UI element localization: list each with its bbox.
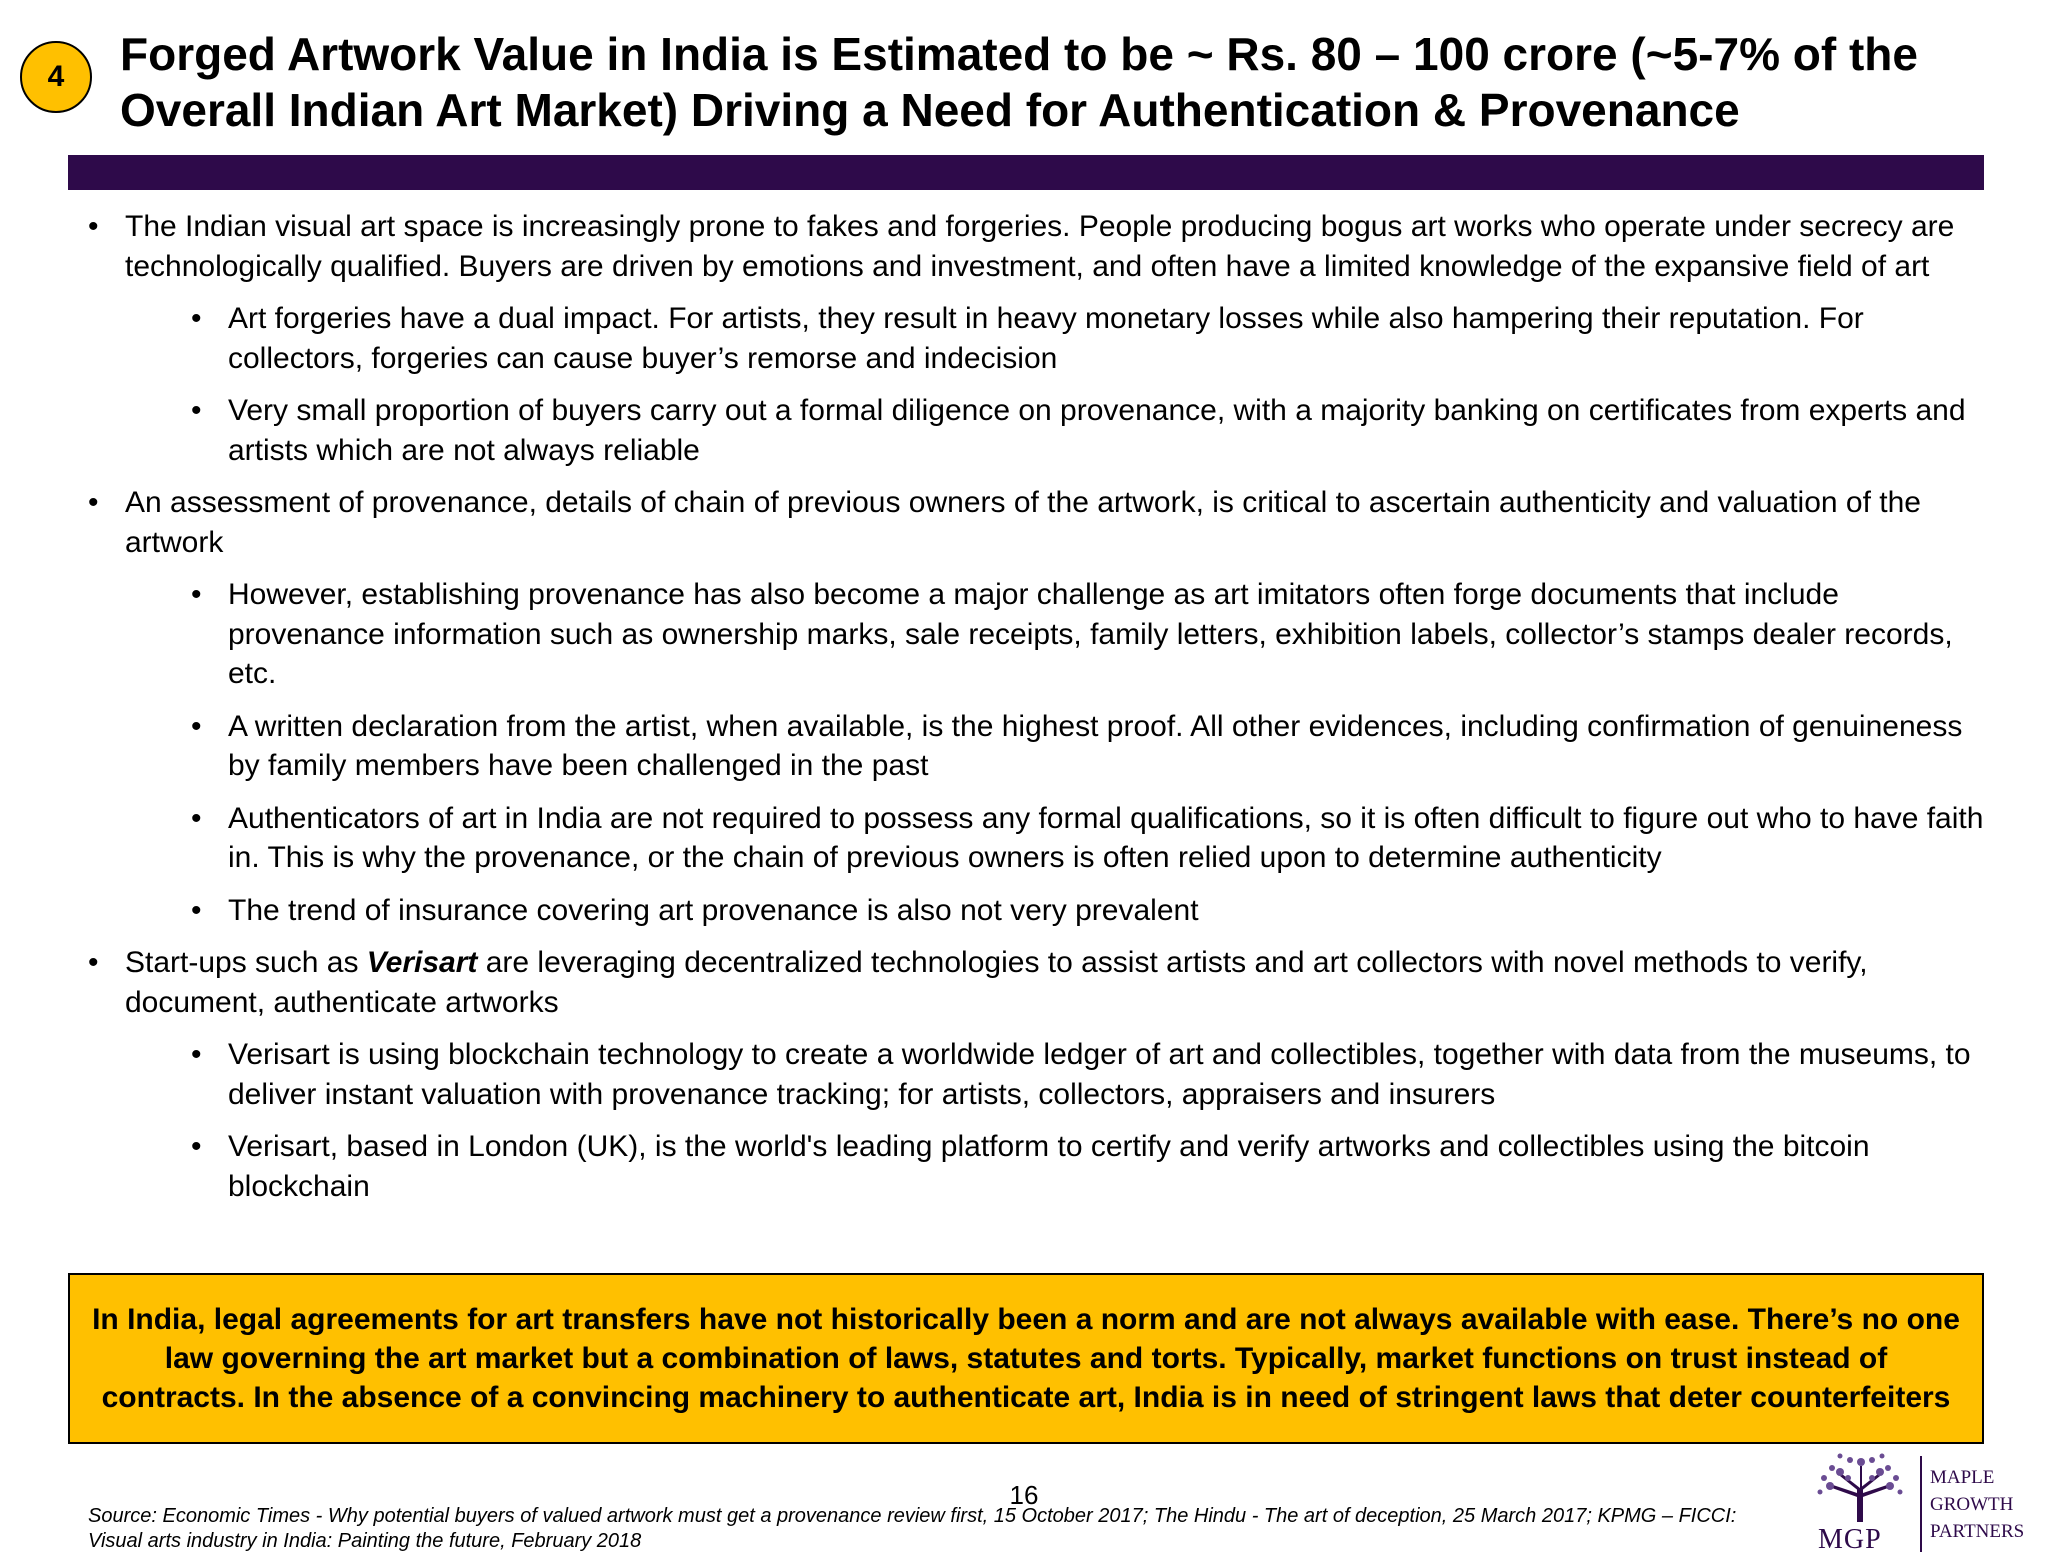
company-logo [1810,1448,2040,1560]
bullet-list [0,207,2048,1219]
key-takeaway-callout [68,1273,1984,1444]
sub-bullet-item [0,575,1988,694]
bullet-dot: • [191,578,202,611]
sub-bullet-item [0,799,1988,878]
bullet-text: Verisart, based in London (UK), is the world's leading platform to certify and verify artworks and collectibles using the bitcoin blockchain [228,1130,1870,1203]
source-citation: Source: Economic Times - Why potential buyers of valued artwork must get a provenance review first, 15 October 2017; The Hindu - The art of deception, 25 March 2017; KPMG – FICCI: Visual arts industry in India: Painting the future, February 2018 [88,1505,1737,1552]
bullet-dot: • [191,1038,202,1071]
tree-logo-icon [1810,1448,1910,1524]
bullet-text: Verisart is using blockchain technology to create a worldwide ledger of art and collectibles, together with data from the museums, to deliver instant valuation with provenance tracking; for artists, collectors, appraisers and insurers [228,1038,1971,1111]
bullet-item [0,207,1985,286]
bullet-text: Very small proportion of buyers carry out a formal diligence on provenance, with a majority banking on certificates from experts and artists which are not always reliable [228,394,1966,467]
bullet-item [0,943,1985,1022]
bullet-dot: • [191,893,202,927]
bullet-item [0,483,1985,562]
page-title: Forged Artwork Value in India is Estimated to be ~ Rs. 80 – 100 crore (~5-7% of the Overall Indian Art Market) Driving a Need for Authentication & Provenance [120,28,1918,136]
bullet-text: Authenticators of art in India are not required to possess any formal qualifications, so it is often difficult to figure out who to have faith in. This is why the provenance, or the chain of previous owners is often relied upon to determine authenticity [228,801,1984,874]
bullet-dot: • [88,946,99,979]
sub-bullet-item [0,391,1988,470]
bullet-text [125,946,1868,1019]
verisart-emphasis: Verisart [366,946,478,979]
bullet-dot: • [191,1130,202,1163]
logo-company-name [1930,1464,2024,1545]
logo-abbreviation: MGP [1818,1524,1882,1555]
sub-bullet-item [0,1127,1988,1206]
bullet-dot: • [88,210,99,243]
bullet-dot: • [191,709,202,743]
callout-text: In India, legal agreements for art transfers have not historically been a norm and are not always available with ease. There’s no one law governing the art market but a combination of laws, statutes and torts. Typically, market functions on trust instead of contracts. In the absence of a convincing machinery to authenticate art, India is in need of stringent laws that deter counterfeiters [92,1303,1960,1414]
bullet-text: However, establishing provenance has also become a major challenge as art imitators often forge documents that include provenance information such as ownership marks, sale receipts, family letters, exhibition labels, collector’s stamps dealer records, etc. [228,578,1953,690]
bullet-text: A written declaration from the artist, when available, is the highest proof. All other evidences, including confirmation of genuineness by family members have been challenged in the past [228,709,1963,782]
bullet-text-prefix: Start-ups such as [125,946,367,979]
bullet-text: Art forgeries have a dual impact. For artists, they result in heavy monetary losses while also hampering their reputation. For collectors, forgeries can cause buyer’s remorse and indecision [228,302,1864,375]
page-number: 16 [1009,1480,1039,1510]
sub-bullet-item [0,891,1988,931]
sub-bullet-item [0,1035,1988,1114]
bullet-dot: • [191,394,202,427]
bullet-text-suffix: are leveraging decentralized technologies to assist artists and art collectors with novel methods to verify, document, authenticate artworks [125,946,1868,1019]
bullet-text: An assessment of provenance, details of chain of previous owners of the artwork, is critical to ascertain authenticity and valuation of the artwork [125,486,1921,559]
sub-bullet-item [0,707,1988,786]
logo-divider [1920,1456,1922,1552]
bullet-text: The trend of insurance covering art provenance is also not very prevalent [228,893,1199,927]
bullet-dot: • [88,486,99,519]
logo-name-line: MAPLE [1930,1467,1995,1488]
bullet-dot: • [191,302,202,335]
logo-name-line: PARTNERS [1930,1521,2025,1542]
bullet-dot: • [191,801,202,835]
section-number-badge: 4 [20,41,92,113]
title-divider-bar [68,155,1984,190]
logo-name-line: GROWTH [1930,1494,2014,1515]
bullet-text: The Indian visual art space is increasingly prone to fakes and forgeries. People producing bogus art works who operate under secrecy are technologically qualified. Buyers are driven by emotions and investment, and often have a limited knowledge of the expansive field of art [125,210,1955,283]
sub-bullet-item [0,299,1988,378]
